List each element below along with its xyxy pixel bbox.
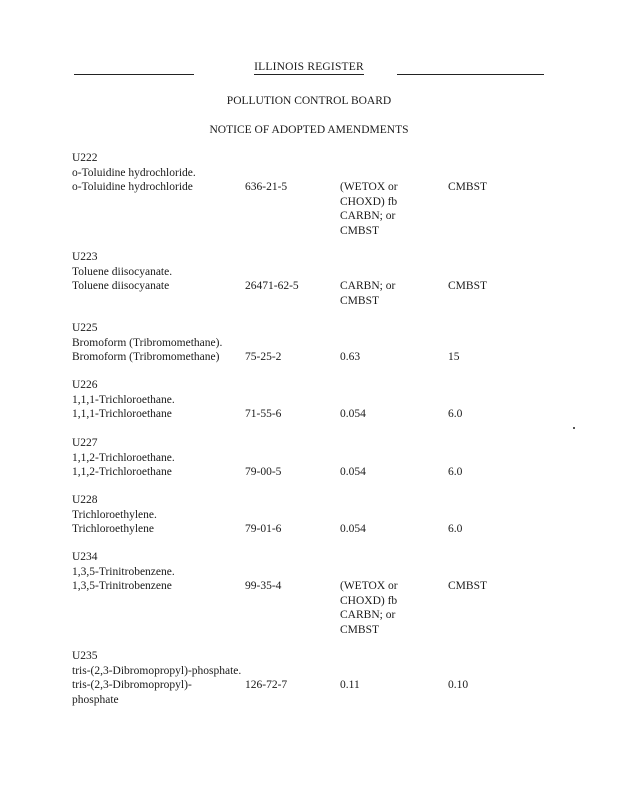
cas-number: 126-72-7 [245,679,288,691]
wastewater-standard: (WETOX or CHOXD) fb CARBN; or CMBST [340,181,398,237]
waste-common-name: 1,1,2-Trichloroethane. [72,451,175,464]
constituent-name: 1,1,1-Trichloroethane [72,408,172,420]
constituent-row [72,279,552,307]
constituent-row [72,522,552,537]
wastewater-standard: CARBN; or CMBST [340,280,396,307]
waste-common-name: o-Toluidine hydrochloride. [72,166,196,179]
scan-speck [573,427,575,429]
wastewater-standard: 0.11 [340,679,360,691]
constituent-name: Trichloroethylene [72,523,154,535]
waste-entry [72,151,552,237]
constituent-row [72,465,552,480]
waste-common-name: 1,3,5-Trinitrobenzene. [72,565,175,578]
waste-entry [72,649,552,706]
cas-number: 636-21-5 [245,181,288,193]
constituent-name: o-Toluidine hydrochloride [72,181,193,193]
board-title: POLLUTION CONTROL BOARD [226,95,392,107]
constituent-row [72,350,552,365]
waste-code: U228 [72,494,98,506]
constituent-name: Toluene diisocyanate [72,280,170,292]
cas-number: 75-25-2 [245,351,282,363]
waste-common-name: Bromoform (Tribromomethane). [72,336,223,349]
constituent-row [72,579,552,636]
waste-common-name: Toluene diisocyanate. [72,265,173,278]
wastewater-standard: 0.054 [340,466,366,478]
constituent-name: 1,3,5-Trinitrobenzene [72,580,172,592]
waste-entry [72,493,552,537]
cas-number: 26471-62-5 [245,280,299,292]
wastewater-standard: (WETOX or CHOXD) fb CARBN; or CMBST [340,580,398,636]
nonwastewater-standard: CMBST [448,181,487,193]
waste-common-name: 1,1,1-Trichloroethane. [72,393,175,406]
nonwastewater-standard: CMBST [448,580,487,592]
waste-entry [72,550,552,636]
wastewater-standard: 0.054 [340,408,366,420]
wastewater-standard: 0.63 [340,351,361,363]
constituent-row [72,407,552,422]
notice-title: NOTICE OF ADOPTED AMENDMENTS [209,124,409,136]
register-title-text: ILLINOIS REGISTER [254,61,364,73]
cas-number: 71-55-6 [245,408,282,420]
nonwastewater-standard: 0.10 [448,679,469,691]
cas-number: 79-01-6 [245,523,282,535]
waste-code: U234 [72,551,98,563]
waste-entry [72,321,552,365]
constituent-row [72,180,552,237]
wastewater-standard: 0.054 [340,523,366,535]
waste-entry [72,378,552,422]
nonwastewater-standard: CMBST [448,280,487,292]
waste-entry [72,436,552,480]
constituent-name: 1,1,2-Trichloroethane [72,466,172,478]
waste-code: U235 [72,650,98,662]
nonwastewater-standard: 6.0 [448,523,463,535]
cas-number: 99-35-4 [245,580,282,592]
nonwastewater-standard: 15 [448,351,460,363]
nonwastewater-standard: 6.0 [448,466,463,478]
waste-code: U222 [72,152,98,164]
waste-code: U223 [72,251,98,263]
waste-code: U226 [72,379,98,391]
constituent-name: tris-(2,3-Dibromopropyl)-phosphate [72,679,192,706]
nonwastewater-standard: 6.0 [448,408,463,420]
waste-common-name: tris-(2,3-Dibromopropyl)-phosphate. [72,664,242,677]
waste-code: U227 [72,437,98,449]
register-title [0,60,618,75]
constituent-name: Bromoform (Tribromomethane) [72,351,220,363]
waste-code: U225 [72,322,98,334]
waste-common-name: Trichloroethylene. [72,508,157,521]
waste-entry [72,250,552,307]
cas-number: 79-00-5 [245,466,282,478]
constituent-row [72,678,552,706]
